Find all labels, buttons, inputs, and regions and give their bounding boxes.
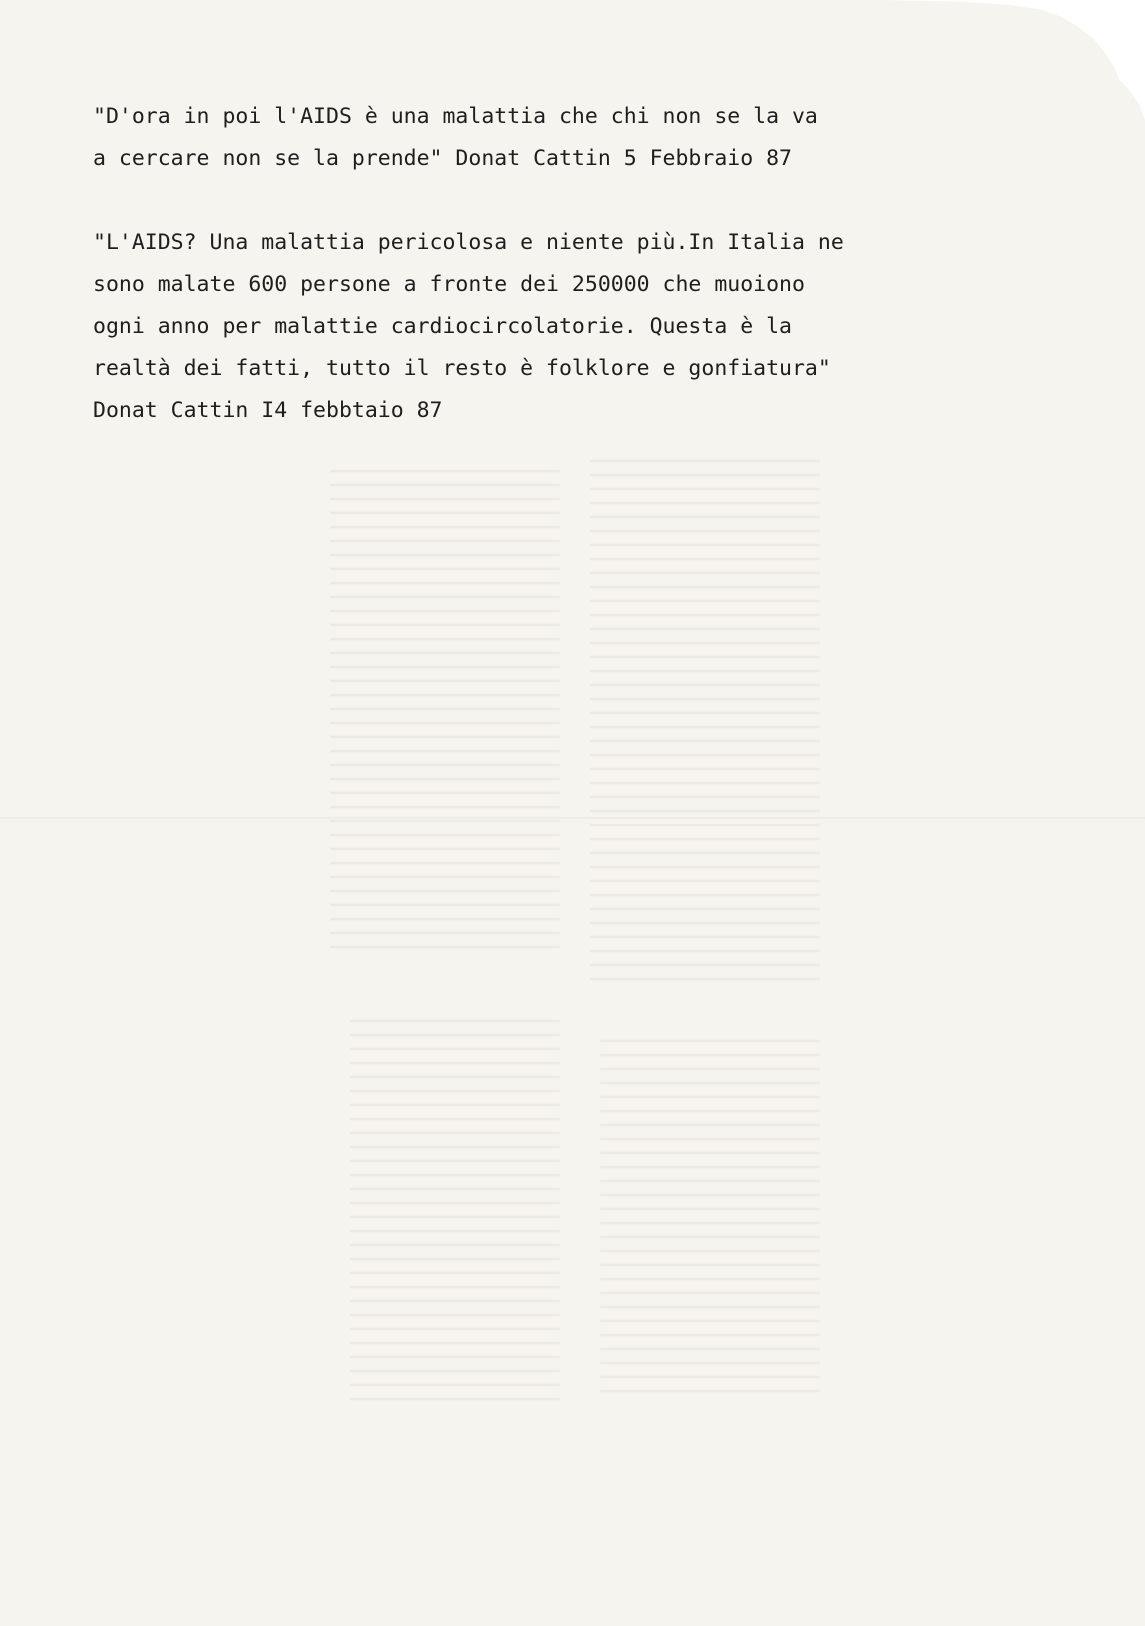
reverse-side-bleed-through <box>330 470 560 950</box>
reverse-side-bleed-through <box>600 1040 820 1400</box>
quote-line: ogni anno per malattie cardiocircolatorie. Questa è la <box>93 314 792 339</box>
reverse-side-bleed-through <box>590 460 820 980</box>
quote-line: realtà dei fatti, tutto il resto è folklore e gonfiatura" <box>93 356 831 381</box>
quote-line: "D'ora in poi l'AIDS è una malattia che chi non se la va <box>93 104 818 129</box>
torn-paper-corner <box>885 0 1145 120</box>
quote-first <box>93 96 818 180</box>
quote-line: "L'AIDS? Una malattia pericolosa e niente più.In Italia ne <box>93 230 844 255</box>
reverse-side-bleed-through <box>350 1020 560 1400</box>
paper-fold-line <box>0 817 1145 819</box>
quote-line: sono malate 600 persone a fronte dei 250000 che muoiono <box>93 272 805 297</box>
quote-line: a cercare non se la prende" Donat Cattin 5 Febbraio 87 <box>93 146 792 171</box>
quote-second <box>93 222 844 432</box>
quote-line: Donat Cattin I4 febbtaio 87 <box>93 398 443 423</box>
